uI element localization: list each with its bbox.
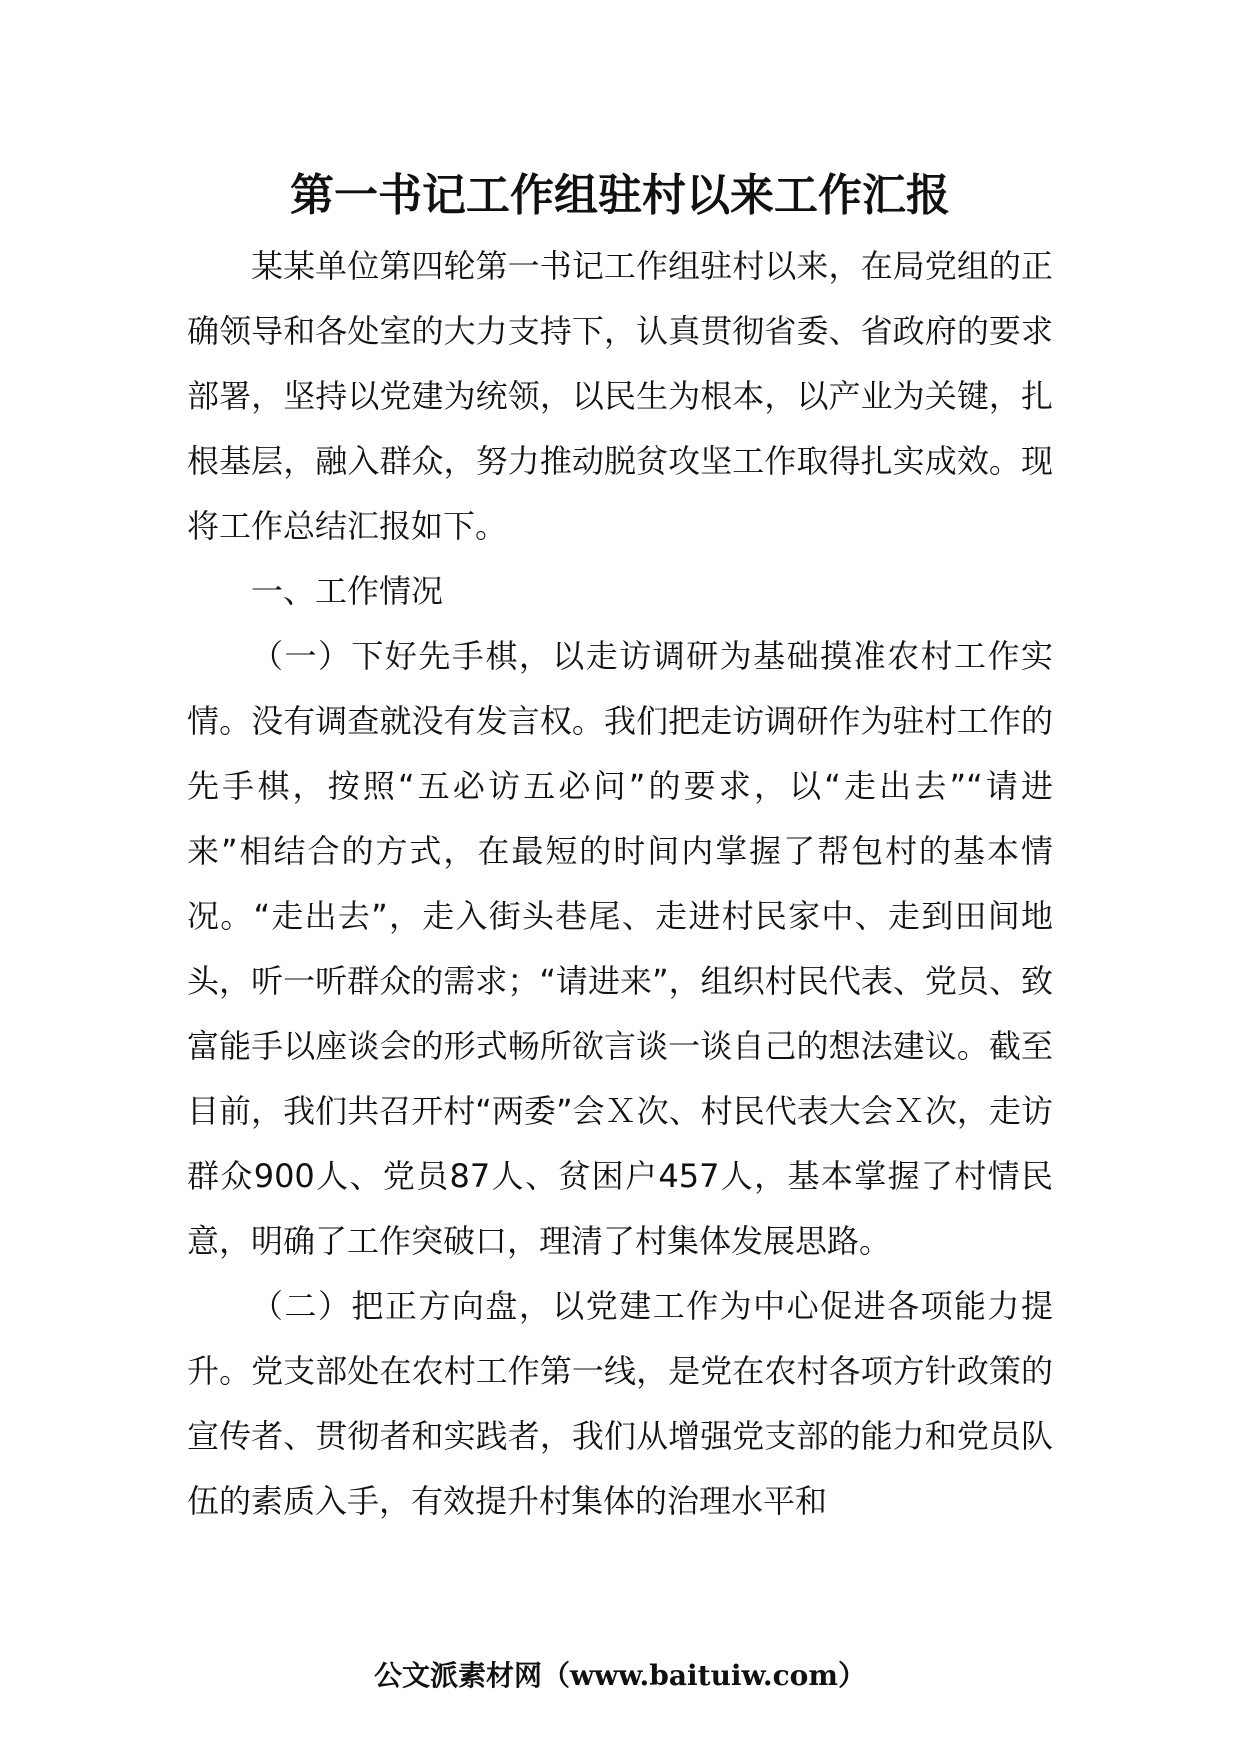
section-heading-work-situation: 一、工作情况	[251, 572, 444, 610]
document-title: 第一书记工作组驻村以来工作汇报	[290, 170, 950, 221]
paragraph-section-1: （一）下好先手棋，以走访调研为基础摸准农村工作实情。没有调查就没有发言权。我们把走访调研作为驻村工作的先手棋，按照“五必访五必问”的要求，以“走出去”“请进来”相结合的方式，在最短的时间内掌握了帮包村的基本情况。“走出去”，走入街头巷尾、走进村民家中、走到田间地头，听一听群众的需求；“请进来”，组织村民代表、党员、致富能手以座谈会的形式畅所欲言谈一谈自己的想法建议。截至目前，我们共召开村“两委”会Ｘ次、村民代表大会Ｘ次，走访群众900人、党员87人、贫困户457人，基本掌握了村情民意，明确了工作突破口，理清了村集体发展思路。	[187, 637, 1053, 1260]
document-body	[187, 234, 1053, 1534]
paragraph-intro: 某某单位第四轮第一书记工作组驻村以来，在局党组的正确领导和各处室的大力支持下，认真贯彻省委、省政府的要求部署，坚持以党建为统领，以民生为根本，以产业为关键，扎根基层，融入群众，努力推动脱贫攻坚工作取得扎实成效。现将工作总结汇报如下。	[187, 247, 1053, 545]
paragraph-section-2: （二）把正方向盘，以党建工作为中心促进各项能力提升。党支部处在农村工作第一线，是党在农村各项方针政策的宣传者、贯彻者和实践者，我们从增强党支部的能力和党员队伍的素质入手，有效提升村集体的治理水平和	[187, 1287, 1053, 1520]
footer-watermark: 公文派素材网（www.baituiw.com）	[374, 1659, 866, 1692]
